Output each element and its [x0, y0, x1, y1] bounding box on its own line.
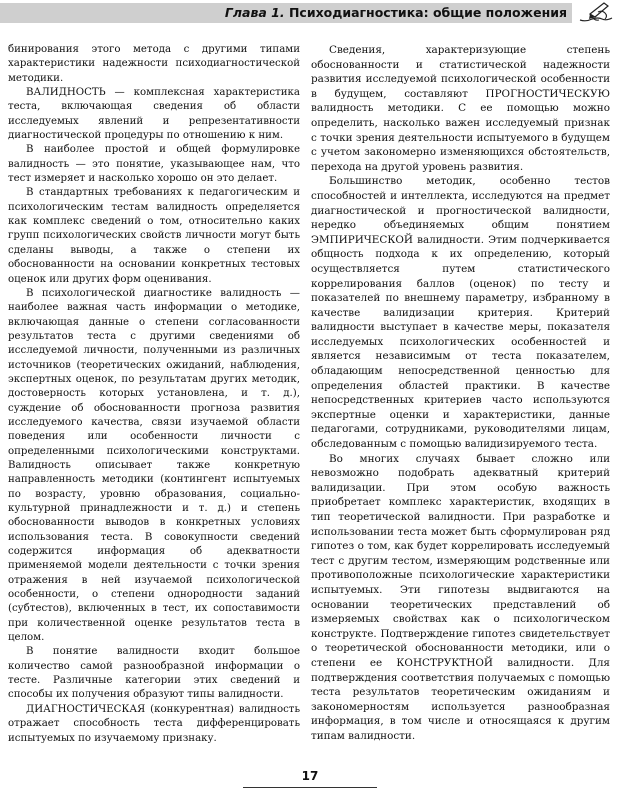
- paragraph: ДИАГНОСТИЧЕСКАЯ (конкурентная) валидность отражает способность теста дифференцировать испытуемых по изучаемому признаку.: [8, 703, 300, 744]
- right-column: [311, 43, 610, 744]
- header-title: [0, 3, 567, 23]
- paragraph: В наиболее простой и общей формулировке валидность — это понятие, указывающее нам, что тест измеряет и насколько хорошо он это делает.: [8, 144, 300, 185]
- paragraph: Во многих случаях бывает сложно или невозможно подобрать адекватный критерий валидизации. При этом особую важность приобретает комплекс характеристик, входящих в тип теоретической валидности. При разработке и использовании теста может быть сформулирован ряд гипотез о том, как будет коррелировать исследуемый тест с другим тестом, измеряющим родственные или противоположные психологические характеристики испытуемых. Эти гипотезы выдвигаются на основании теоретических представлений об измеряемых свойствах как о психологическом конструкте. Подтверждение гипотез свидетельствует о теоретической обоснованности методики, или о степени ее КОНСТРУКТНОЙ валидности. Для подтверждения соответствия получаемых с помощью теста результатов теоретическим ожиданиям и закономерностям используется разнообразная информация, в том числе и относящаяся к другим типам валидности.: [311, 452, 610, 742]
- paragraph: В понятие валидности входит большое количество самой разнообразной информации о тесте. Различные категории этих сведений и способы их получения образуют типы валидности.: [8, 646, 300, 701]
- paragraph: В стандартных требованиях к педагогическим и психологическим тестам валидность определяется как комплекс сведений о том, относительно каких групп психологических свойств личности могут быть сделаны выводы, а также о степени их обоснованности на основании конкретных тестовых оценок или других форм оценивания.: [8, 187, 300, 285]
- page-number: 17: [301, 769, 319, 783]
- chapter-title: Психодиагностика: общие положения: [288, 5, 567, 20]
- footer-rule: [243, 787, 377, 788]
- paragraph: Большинство методик, особенно тестов способностей и интеллекта, исследуются на предмет диагностической и прогностической валидности, нередко объединяемых общим понятием ЭМПИРИЧЕСКОЙ валидности. Этим подчеркивается общность подхода к их определению, который осуществляется путем статистического коррелирования баллов (оценок) по тесту и показателей по внешнему параметру, избранному в качестве валидизации критерия. Критерий валидности выступает в качестве меры, показателя исследуемых психологических особенностей и является независимым от теста показателем, обладающим непосредственной ценностью для определения областей практики. В качестве непосредственных критериев часто используются экспертные оценки и характеристики, данные педагогами, сотрудниками, руководителями лицам, обследованным с помощью валидизируемого теста.: [311, 175, 610, 451]
- chapter-label: Глава 1.: [224, 5, 285, 20]
- paragraph: Сведения, характеризующие степень обоснованности и статистической надежности развития исследуемой психологической особенности в будущем, составляют ПРОГНОСТИЧЕСКУЮ валидность методики. С ее помощью можно определить, насколько важен исследуемый признак с точки зрения деятельности испытуемого в будущем с учетом закономерно изменяющихся обстоятельств, перехода на другой уровень развития.: [311, 44, 610, 173]
- paragraph: В психологической диагностике валидность — наиболее важная часть информации о методике, включающая данные о степени согласованности результатов теста с другими сведениями об исследуемой личности, полученными из различных источников (теоретических ожиданий, наблюдения, экспертных оценок, по результатам других методик, достоверность которых установлена, и т. д.), суждение об обоснованности прогноза развития исследуемого качества, связи изучаемой области поведения или особенности личности с определенными психологическими конструктами. Валидность описывает также конкретную направленность методики (контингент испытуемых по возрасту, уровню образования, социально-культурной принадлежности и т. д.) и степень обоснованности выводов в конкретных условиях использования теста. В совокупности сведений содержится информация об адекватности применяемой модели деятельности с точки зрения отражения в ней изучаемой психологической особенности, о степени однородности заданий (субтестов), включенных в тест, их сопоставимости при количественной оценке результатов теста в целом.: [8, 287, 300, 644]
- hand-writing-icon: [578, 0, 614, 26]
- running-header: [0, 0, 620, 27]
- paragraph: бинирования этого метода с другими типами характеристики надежности психодиагностической методики.: [8, 44, 300, 84]
- paragraph: ВАЛИДНОСТЬ — комплексная характеристика теста, включающая сведения об области исследуемых явлений и репрезентативности диагностической процедуры по отношению к ним.: [8, 87, 300, 142]
- left-column: [8, 43, 300, 746]
